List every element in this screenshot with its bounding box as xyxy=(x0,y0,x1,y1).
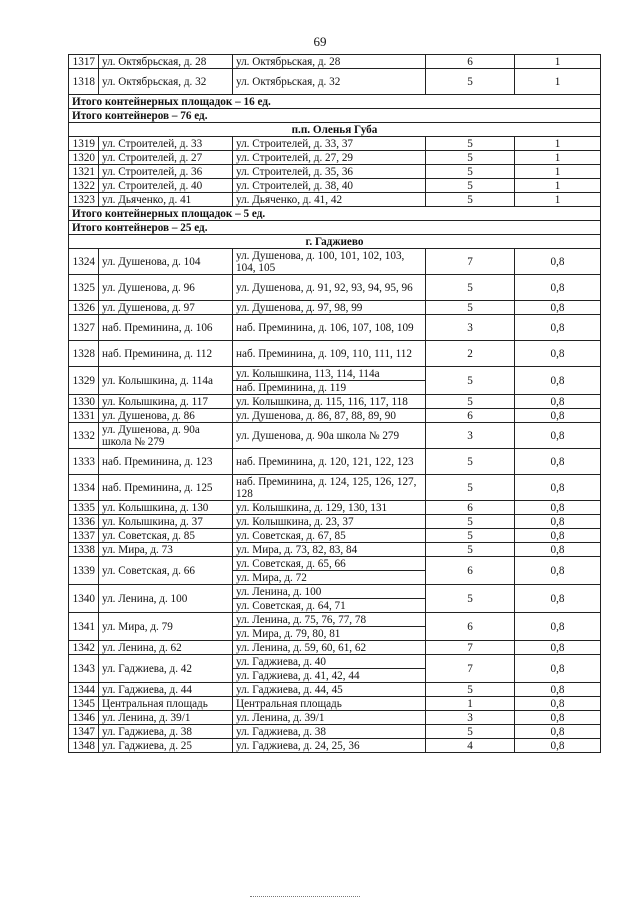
row-number: 1319 xyxy=(69,137,99,151)
served-buildings: ул. Душенова, д. 86, 87, 88, 89, 90 xyxy=(233,409,426,423)
container-count: 5 xyxy=(426,585,515,613)
container-count: 2 xyxy=(426,341,515,367)
section-header-row xyxy=(69,123,601,137)
site-address: ул. Душенова, д. 90а школа № 279 xyxy=(99,423,233,449)
table-row xyxy=(69,739,601,753)
container-volume: 1 xyxy=(515,137,601,151)
row-number: 1336 xyxy=(69,515,99,529)
container-volume: 1 xyxy=(515,165,601,179)
row-number: 1342 xyxy=(69,641,99,655)
served-buildings: ул. Колышкина, д. 115, 116, 117, 118 xyxy=(233,395,426,409)
served-buildings: Центральная площадь xyxy=(233,697,426,711)
container-volume: 0,8 xyxy=(515,725,601,739)
site-address: наб. Преминина, д. 112 xyxy=(99,341,233,367)
container-count: 5 xyxy=(426,529,515,543)
container-count: 3 xyxy=(426,315,515,341)
container-volume: 0,8 xyxy=(515,711,601,725)
table-row xyxy=(69,613,601,627)
served-buildings: ул. Октябрьская, д. 32 xyxy=(233,69,426,95)
site-address: ул. Строителей, д. 36 xyxy=(99,165,233,179)
row-number: 1322 xyxy=(69,179,99,193)
page-number: 69 xyxy=(313,34,327,49)
site-address: ул. Душенова, д. 97 xyxy=(99,301,233,315)
container-count: 5 xyxy=(426,515,515,529)
container-count: 6 xyxy=(426,557,515,585)
summary-text: Итого контейнерных площадок – 16 ед. xyxy=(69,95,601,109)
table-row xyxy=(69,475,601,501)
container-volume: 0,8 xyxy=(515,301,601,315)
site-address: Центральная площадь xyxy=(99,697,233,711)
row-number: 1335 xyxy=(69,501,99,515)
container-count: 7 xyxy=(426,655,515,683)
site-address: ул. Душенова, д. 96 xyxy=(99,275,233,301)
container-count: 5 xyxy=(426,301,515,315)
site-address: ул. Строителей, д. 33 xyxy=(99,137,233,151)
summary-row xyxy=(69,221,601,235)
table-row xyxy=(69,193,601,207)
site-address: ул. Колышкина, д. 117 xyxy=(99,395,233,409)
served-buildings: наб. Преминина, д. 119 xyxy=(233,381,426,395)
row-number: 1324 xyxy=(69,249,99,275)
summary-row xyxy=(69,207,601,221)
served-buildings: ул. Октябрьская, д. 28 xyxy=(233,55,426,69)
site-address: ул. Октябрьская, д. 32 xyxy=(99,69,233,95)
row-number: 1343 xyxy=(69,655,99,683)
container-count: 5 xyxy=(426,179,515,193)
container-count: 5 xyxy=(426,275,515,301)
table-row xyxy=(69,69,601,95)
served-buildings: ул. Мира, д. 72 xyxy=(233,571,426,585)
scan-artifact xyxy=(250,896,360,899)
table-row xyxy=(69,275,601,301)
container-volume: 0,8 xyxy=(515,395,601,409)
container-volume: 0,8 xyxy=(515,655,601,683)
site-address: ул. Советская, д. 85 xyxy=(99,529,233,543)
container-volume: 0,8 xyxy=(515,641,601,655)
container-volume: 1 xyxy=(515,151,601,165)
served-buildings: ул. Строителей, д. 35, 36 xyxy=(233,165,426,179)
table-row xyxy=(69,557,601,571)
served-buildings: ул. Советская, д. 65, 66 xyxy=(233,557,426,571)
served-buildings: ул. Душенова, д. 97, 98, 99 xyxy=(233,301,426,315)
container-volume: 0,8 xyxy=(515,341,601,367)
site-address: ул. Ленина, д. 100 xyxy=(99,585,233,613)
row-number: 1331 xyxy=(69,409,99,423)
table-row xyxy=(69,409,601,423)
container-volume: 0,8 xyxy=(515,697,601,711)
table-row xyxy=(69,449,601,475)
summary-row xyxy=(69,95,601,109)
table-row xyxy=(69,249,601,275)
container-volume: 0,8 xyxy=(515,501,601,515)
summary-text: Итого контейнеров – 25 ед. xyxy=(69,221,601,235)
table-row xyxy=(69,315,601,341)
served-buildings: ул. Ленина, д. 59, 60, 61, 62 xyxy=(233,641,426,655)
served-buildings: ул. Ленина, д. 75, 76, 77, 78 xyxy=(233,613,426,627)
site-address: ул. Мира, д. 79 xyxy=(99,613,233,641)
served-buildings: наб. Преминина, д. 106, 107, 108, 109 xyxy=(233,315,426,341)
site-address: ул. Советская, д. 66 xyxy=(99,557,233,585)
container-volume: 0,8 xyxy=(515,249,601,275)
container-volume: 0,8 xyxy=(515,449,601,475)
site-address: ул. Душенова, д. 86 xyxy=(99,409,233,423)
site-address: ул. Строителей, д. 27 xyxy=(99,151,233,165)
served-buildings: ул. Ленина, д. 100 xyxy=(233,585,426,599)
site-address: ул. Строителей, д. 40 xyxy=(99,179,233,193)
row-number: 1340 xyxy=(69,585,99,613)
row-number: 1326 xyxy=(69,301,99,315)
section-header-row xyxy=(69,235,601,249)
table-row xyxy=(69,515,601,529)
row-number: 1339 xyxy=(69,557,99,585)
container-volume: 1 xyxy=(515,55,601,69)
table-row xyxy=(69,501,601,515)
container-volume: 0,8 xyxy=(515,367,601,395)
served-buildings: ул. Колышкина, д. 23, 37 xyxy=(233,515,426,529)
table-row xyxy=(69,683,601,697)
container-volume: 0,8 xyxy=(515,613,601,641)
row-number: 1347 xyxy=(69,725,99,739)
container-count: 6 xyxy=(426,409,515,423)
table-row xyxy=(69,341,601,367)
served-buildings: ул. Советская, д. 64, 71 xyxy=(233,599,426,613)
table-row xyxy=(69,301,601,315)
container-volume: 1 xyxy=(515,179,601,193)
container-volume: 0,8 xyxy=(515,585,601,613)
table-row xyxy=(69,423,601,449)
served-buildings: ул. Дьяченко, д. 41, 42 xyxy=(233,193,426,207)
site-address: ул. Душенова, д. 104 xyxy=(99,249,233,275)
container-volume: 0,8 xyxy=(515,475,601,501)
table-row xyxy=(69,641,601,655)
row-number: 1329 xyxy=(69,367,99,395)
container-count: 5 xyxy=(426,395,515,409)
container-count: 5 xyxy=(426,69,515,95)
row-number: 1320 xyxy=(69,151,99,165)
table-row xyxy=(69,585,601,599)
served-buildings: ул. Мира, д. 73, 82, 83, 84 xyxy=(233,543,426,557)
served-buildings: ул. Мира, д. 79, 80, 81 xyxy=(233,627,426,641)
site-address: ул. Ленина, д. 62 xyxy=(99,641,233,655)
summary-row xyxy=(69,109,601,123)
container-count: 5 xyxy=(426,137,515,151)
site-address: ул. Ленина, д. 39/1 xyxy=(99,711,233,725)
site-address: ул. Гаджиева, д. 42 xyxy=(99,655,233,683)
table-row xyxy=(69,697,601,711)
site-address: ул. Колышкина, д. 130 xyxy=(99,501,233,515)
section-title: п.п. Оленья Губа xyxy=(69,123,601,137)
site-address: ул. Дьяченко, д. 41 xyxy=(99,193,233,207)
table-row xyxy=(69,711,601,725)
site-address: наб. Преминина, д. 106 xyxy=(99,315,233,341)
site-address: ул. Колышкина, д. 37 xyxy=(99,515,233,529)
table-row xyxy=(69,367,601,381)
served-buildings: наб. Преминина, д. 120, 121, 122, 123 xyxy=(233,449,426,475)
container-count: 6 xyxy=(426,613,515,641)
container-volume: 0,8 xyxy=(515,557,601,585)
served-buildings: ул. Гаджиева, д. 44, 45 xyxy=(233,683,426,697)
site-address: ул. Октябрьская, д. 28 xyxy=(99,55,233,69)
container-volume: 1 xyxy=(515,193,601,207)
served-buildings: ул. Советская, д. 67, 85 xyxy=(233,529,426,543)
served-buildings: ул. Строителей, д. 27, 29 xyxy=(233,151,426,165)
row-number: 1330 xyxy=(69,395,99,409)
row-number: 1348 xyxy=(69,739,99,753)
served-buildings: ул. Душенова, д. 100, 101, 102, 103, 104, 105 xyxy=(233,249,426,275)
row-number: 1345 xyxy=(69,697,99,711)
container-volume: 0,8 xyxy=(515,529,601,543)
table-row xyxy=(69,543,601,557)
row-number: 1323 xyxy=(69,193,99,207)
row-number: 1338 xyxy=(69,543,99,557)
site-address: наб. Преминина, д. 123 xyxy=(99,449,233,475)
table-row xyxy=(69,179,601,193)
table-row xyxy=(69,165,601,179)
row-number: 1341 xyxy=(69,613,99,641)
site-address: ул. Мира, д. 73 xyxy=(99,543,233,557)
container-count: 7 xyxy=(426,249,515,275)
row-number: 1325 xyxy=(69,275,99,301)
site-address: наб. Преминина, д. 125 xyxy=(99,475,233,501)
row-number: 1333 xyxy=(69,449,99,475)
summary-text: Итого контейнеров – 76 ед. xyxy=(69,109,601,123)
served-buildings: ул. Строителей, д. 33, 37 xyxy=(233,137,426,151)
table-row xyxy=(69,137,601,151)
served-buildings: ул. Гаджиева, д. 24, 25, 36 xyxy=(233,739,426,753)
served-buildings: наб. Преминина, д. 124, 125, 126, 127, 128 xyxy=(233,475,426,501)
site-address: ул. Гаджиева, д. 38 xyxy=(99,725,233,739)
container-count: 4 xyxy=(426,739,515,753)
row-number: 1334 xyxy=(69,475,99,501)
container-sites-table xyxy=(68,54,601,753)
table-row xyxy=(69,655,601,669)
served-buildings: ул. Гаджиева, д. 40 xyxy=(233,655,426,669)
served-buildings: ул. Гаджиева, д. 38 xyxy=(233,725,426,739)
row-number: 1332 xyxy=(69,423,99,449)
container-volume: 0,8 xyxy=(515,315,601,341)
container-count: 5 xyxy=(426,543,515,557)
row-number: 1328 xyxy=(69,341,99,367)
container-count: 5 xyxy=(426,449,515,475)
table-row xyxy=(69,395,601,409)
served-buildings: ул. Душенова, д. 91, 92, 93, 94, 95, 96 xyxy=(233,275,426,301)
container-count: 3 xyxy=(426,711,515,725)
row-number: 1321 xyxy=(69,165,99,179)
container-volume: 0,8 xyxy=(515,275,601,301)
table-body xyxy=(69,55,601,753)
container-count: 6 xyxy=(426,55,515,69)
container-count: 5 xyxy=(426,367,515,395)
table-row xyxy=(69,725,601,739)
container-count: 6 xyxy=(426,501,515,515)
container-count: 7 xyxy=(426,641,515,655)
served-buildings: ул. Душенова, д. 90а школа № 279 xyxy=(233,423,426,449)
table-row xyxy=(69,151,601,165)
row-number: 1318 xyxy=(69,69,99,95)
site-address: ул. Гаджиева, д. 25 xyxy=(99,739,233,753)
served-buildings: ул. Колышкина, д. 129, 130, 131 xyxy=(233,501,426,515)
container-count: 5 xyxy=(426,683,515,697)
container-count: 5 xyxy=(426,193,515,207)
container-count: 3 xyxy=(426,423,515,449)
container-count: 1 xyxy=(426,697,515,711)
container-volume: 0,8 xyxy=(515,739,601,753)
served-buildings: наб. Преминина, д. 109, 110, 111, 112 xyxy=(233,341,426,367)
container-volume: 0,8 xyxy=(515,409,601,423)
container-count: 5 xyxy=(426,725,515,739)
row-number: 1337 xyxy=(69,529,99,543)
section-title: г. Гаджиево xyxy=(69,235,601,249)
served-buildings: ул. Строителей, д. 38, 40 xyxy=(233,179,426,193)
row-number: 1317 xyxy=(69,55,99,69)
served-buildings: ул. Колышкина, 113, 114, 114а xyxy=(233,367,426,381)
container-count: 5 xyxy=(426,475,515,501)
row-number: 1346 xyxy=(69,711,99,725)
container-volume: 0,8 xyxy=(515,515,601,529)
table-row xyxy=(69,529,601,543)
table-row xyxy=(69,55,601,69)
container-volume: 0,8 xyxy=(515,423,601,449)
container-count: 5 xyxy=(426,151,515,165)
container-volume: 0,8 xyxy=(515,543,601,557)
container-count: 5 xyxy=(426,165,515,179)
site-address: ул. Колышкина, д. 114а xyxy=(99,367,233,395)
summary-text: Итого контейнерных площадок – 5 ед. xyxy=(69,207,601,221)
site-address: ул. Гаджиева, д. 44 xyxy=(99,683,233,697)
row-number: 1327 xyxy=(69,315,99,341)
container-volume: 0,8 xyxy=(515,683,601,697)
row-number: 1344 xyxy=(69,683,99,697)
served-buildings: ул. Ленина, д. 39/1 xyxy=(233,711,426,725)
container-volume: 1 xyxy=(515,69,601,95)
served-buildings: ул. Гаджиева, д. 41, 42, 44 xyxy=(233,669,426,683)
